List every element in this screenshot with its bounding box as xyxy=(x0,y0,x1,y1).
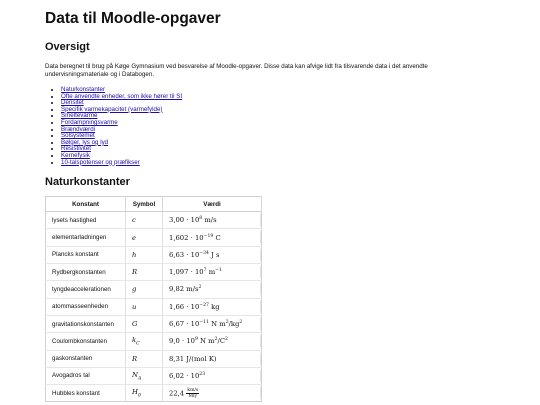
cell-scrollbar xyxy=(260,301,261,313)
constant-symbol: $H_0$ xyxy=(126,385,163,402)
column-header-value: Værdi xyxy=(163,197,262,212)
cell-scrollbar xyxy=(260,231,261,243)
toc-item xyxy=(61,107,485,114)
table-of-contents xyxy=(45,87,485,166)
constant-value: $1,66 \cdot 10^{-27}$ kg xyxy=(163,298,262,315)
constant-symbol: c xyxy=(126,212,163,229)
constant-name: Plancks konstant xyxy=(46,246,126,263)
table-row xyxy=(46,212,262,229)
overview-heading: Oversigt xyxy=(45,41,90,53)
constant-name: tyngdeaccelerationen xyxy=(46,281,126,298)
constant-name: gaskonstanten xyxy=(46,350,126,367)
constant-value: 8,31 J/(mol K) xyxy=(163,350,262,367)
constant-symbol: R xyxy=(126,264,163,281)
toc-item xyxy=(61,133,485,140)
table-row xyxy=(46,229,262,246)
toc-link[interactable]: Resistivitet xyxy=(61,145,91,153)
toc-link[interactable]: Kernefysik xyxy=(61,151,90,159)
toc-link[interactable]: Brændværdi xyxy=(61,125,96,133)
cell-scrollbar xyxy=(260,353,261,365)
constant-value: $6,67 \cdot 10^{-11}$ N $m^2/kg^2$ xyxy=(163,315,262,332)
toc-item xyxy=(61,140,485,147)
toc-item xyxy=(61,160,485,167)
constants-heading: Naturkonstanter xyxy=(45,176,130,189)
intro-text: Data beregnet til brug på Køge Gymnasium ved besvarelse af Moodle-opgaver. Disse data kan afvige lidt fra tilsvarende data i det anvendte undervisningsmateriale og i Databogen. xyxy=(45,63,428,78)
cell-scrollbar xyxy=(260,370,261,382)
constant-value: 22,4 $\frac{km/s}{\text{Mly}}$ xyxy=(163,385,262,402)
table-row xyxy=(46,246,262,263)
table-row xyxy=(46,315,262,332)
cell-scrollbar xyxy=(260,214,261,226)
constant-value: $6,02 \cdot 10^{23}$ xyxy=(163,367,262,384)
constant-name: atommasseenheden xyxy=(46,298,126,315)
table-row xyxy=(46,281,262,298)
toc-link[interactable]: Ofte anvendte enheder, som ikke hører til SI xyxy=(61,92,183,100)
cell-scrollbar xyxy=(260,249,261,261)
table-row xyxy=(46,385,262,402)
toc-link[interactable]: Naturkonstanter xyxy=(61,86,106,93)
toc-link[interactable]: 10-talspotenser og præfikser xyxy=(61,158,140,166)
table-row xyxy=(46,333,262,350)
toc-item xyxy=(61,113,485,120)
constant-name: Hubbles konstant xyxy=(46,385,126,402)
constant-symbol: h xyxy=(126,246,163,263)
constant-name: Rydbergkonstanten xyxy=(46,264,126,281)
constant-value: $9,0 \cdot 10^9$ N $m^2/C^2$ xyxy=(163,333,262,350)
table-row xyxy=(46,298,262,315)
cell-scrollbar xyxy=(260,335,261,347)
toc-link[interactable]: Fordampningsvarme xyxy=(61,118,118,126)
constant-symbol: R xyxy=(126,350,163,367)
constant-name: elementarladningen xyxy=(46,229,126,246)
page-title: Data til Moodle-opgaver xyxy=(45,10,221,27)
toc-link[interactable]: Densitet xyxy=(61,99,84,107)
toc-link[interactable]: Solsystemet xyxy=(61,132,95,140)
constant-symbol: g xyxy=(126,281,163,298)
toc-item xyxy=(61,146,485,153)
constant-value: 9,82 $m/s^2$ xyxy=(163,281,262,298)
constant-symbol: $k_C$ xyxy=(126,333,163,350)
cell-scrollbar xyxy=(260,387,261,399)
constant-value: $1,097 \cdot 10^7$ $m^{-1}$ xyxy=(163,264,262,281)
fraction: $\frac{km/s}{\text{Mly}}$ xyxy=(187,387,199,399)
cell-scrollbar xyxy=(260,318,261,330)
constant-symbol: $N_A$ xyxy=(126,367,163,384)
constant-symbol: e xyxy=(126,229,163,246)
toc-link[interactable]: Smeltevarme xyxy=(61,112,98,120)
table-row xyxy=(46,350,262,367)
cell-scrollbar xyxy=(260,266,261,278)
constants-table xyxy=(45,196,262,402)
constant-name: lysets hastighed xyxy=(46,212,126,229)
toc-item xyxy=(61,94,485,101)
constant-symbol: u xyxy=(126,298,163,315)
toc-item xyxy=(61,127,485,134)
constant-value: $6,63 \cdot 10^{-34}$ J s xyxy=(163,246,262,263)
constants-table-body xyxy=(46,212,262,402)
constant-name: Avogadros tal xyxy=(46,367,126,384)
constant-name: gravitationskonstanten xyxy=(46,315,126,332)
column-header-constant: Konstant xyxy=(46,197,126,212)
constant-value: $1,602 \cdot 10^{-19}$ C xyxy=(163,229,262,246)
table-header-row xyxy=(46,197,262,212)
constant-value: $3,00 \cdot 10^8$ m/s xyxy=(163,212,262,229)
table-row xyxy=(46,367,262,384)
column-header-symbol: Symbol xyxy=(126,197,163,212)
cell-scrollbar xyxy=(260,283,261,295)
toc-item xyxy=(61,120,485,127)
constant-name: Coulombkonstanten xyxy=(46,333,126,350)
toc-link[interactable]: Bølger, lys og lyd xyxy=(61,138,109,146)
constant-symbol: G xyxy=(126,315,163,332)
toc-link[interactable]: Specifik varmekapacitet (varmefylde) xyxy=(61,105,163,113)
table-row xyxy=(46,264,262,281)
